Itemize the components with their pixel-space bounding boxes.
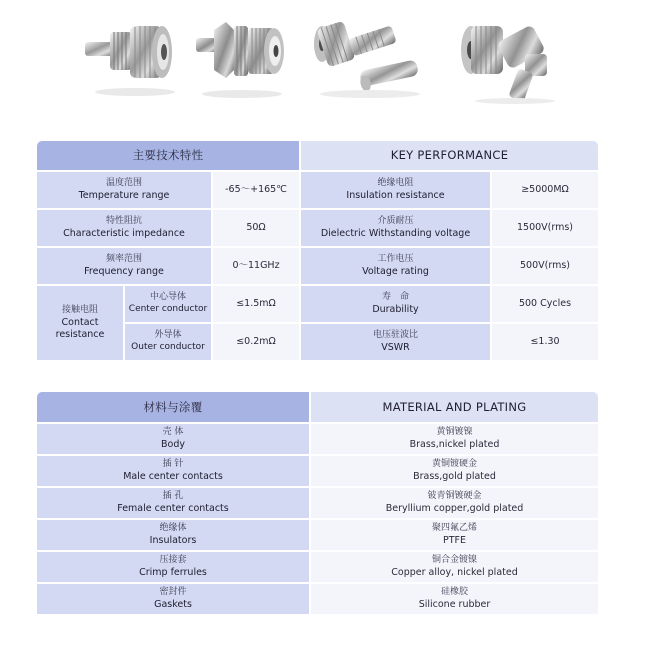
material-header-cn: 材料与涂覆 <box>37 392 309 422</box>
insulators-material: 聚四氟乙烯 PTFE <box>309 518 598 550</box>
body-material: 黄铜镀镍 Brass,nickel plated <box>309 422 598 454</box>
center-conductor-value: ≤1.5mΩ <box>211 284 299 322</box>
characteristic-impedance-value: 50Ω <box>211 208 299 246</box>
male-center-contacts-material: 黄铜镀硬金 Brass,gold plated <box>309 454 598 486</box>
n-type-bulkhead-jack-icon <box>190 8 295 103</box>
frequency-range-label: 频率范围 Frequency range <box>37 246 211 284</box>
center-conductor-label: 中心导体 Center conductor <box>123 284 211 322</box>
contact-resistance-label: 接触电阻 Contact resistance <box>37 284 123 360</box>
outer-conductor-value: ≤0.2mΩ <box>211 322 299 360</box>
body-label: 壳 体 Body <box>37 422 309 454</box>
product-photos <box>0 0 652 135</box>
insulators-label: 绝缘体 Insulators <box>37 518 309 550</box>
temperature-range-value: -65～+165℃ <box>211 170 299 208</box>
vswr-value: ≤1.30 <box>490 322 598 360</box>
voltage-rating-value: 500V(rms) <box>490 246 598 284</box>
male-center-contacts-label: 插 针 Male center contacts <box>37 454 309 486</box>
temperature-range-label: 温度范围 Temperature range <box>37 170 211 208</box>
material-plating-table <box>37 392 598 614</box>
material-header-en: MATERIAL AND PLATING <box>309 392 598 422</box>
characteristic-impedance-label: 特性阻抗 Characteristic impedance <box>37 208 211 246</box>
female-center-contacts-label: 插 孔 Female center contacts <box>37 486 309 518</box>
gaskets-material: 硅橡胶 Silicone rubber <box>309 582 598 614</box>
durability-label: 寿 命 Durability <box>299 284 490 322</box>
vswr-label: 电压驻波比 VSWR <box>299 322 490 360</box>
key-performance-table <box>37 141 598 360</box>
outer-conductor-label: 外导体 Outer conductor <box>123 322 211 360</box>
key-performance-header-en: KEY PERFORMANCE <box>299 141 598 170</box>
key-performance-header-cn: 主要技术特性 <box>37 141 299 170</box>
gaskets-label: 密封件 Gaskets <box>37 582 309 614</box>
n-type-right-angle-plug-icon <box>455 14 565 106</box>
n-type-crimp-plug-with-ferrule-icon <box>310 10 435 102</box>
dielectric-voltage-label: 介质耐压 Dielectric Withstanding voltage <box>299 208 490 246</box>
n-type-straight-plug-icon <box>80 12 185 102</box>
female-center-contacts-material: 铍青铜镀硬金 Beryllium copper,gold plated <box>309 486 598 518</box>
voltage-rating-label: 工作电压 Voltage rating <box>299 246 490 284</box>
crimp-ferrules-label: 压接套 Crimp ferrules <box>37 550 309 582</box>
crimp-ferrules-material: 铜合金镀镍 Copper alloy, nickel plated <box>309 550 598 582</box>
dielectric-voltage-value: 1500V(rms) <box>490 208 598 246</box>
frequency-range-value: 0～11GHz <box>211 246 299 284</box>
insulation-resistance-label: 绝缘电阻 Insulation resistance <box>299 170 490 208</box>
insulation-resistance-value: ≥5000MΩ <box>490 170 598 208</box>
durability-value: 500 Cycles <box>490 284 598 322</box>
